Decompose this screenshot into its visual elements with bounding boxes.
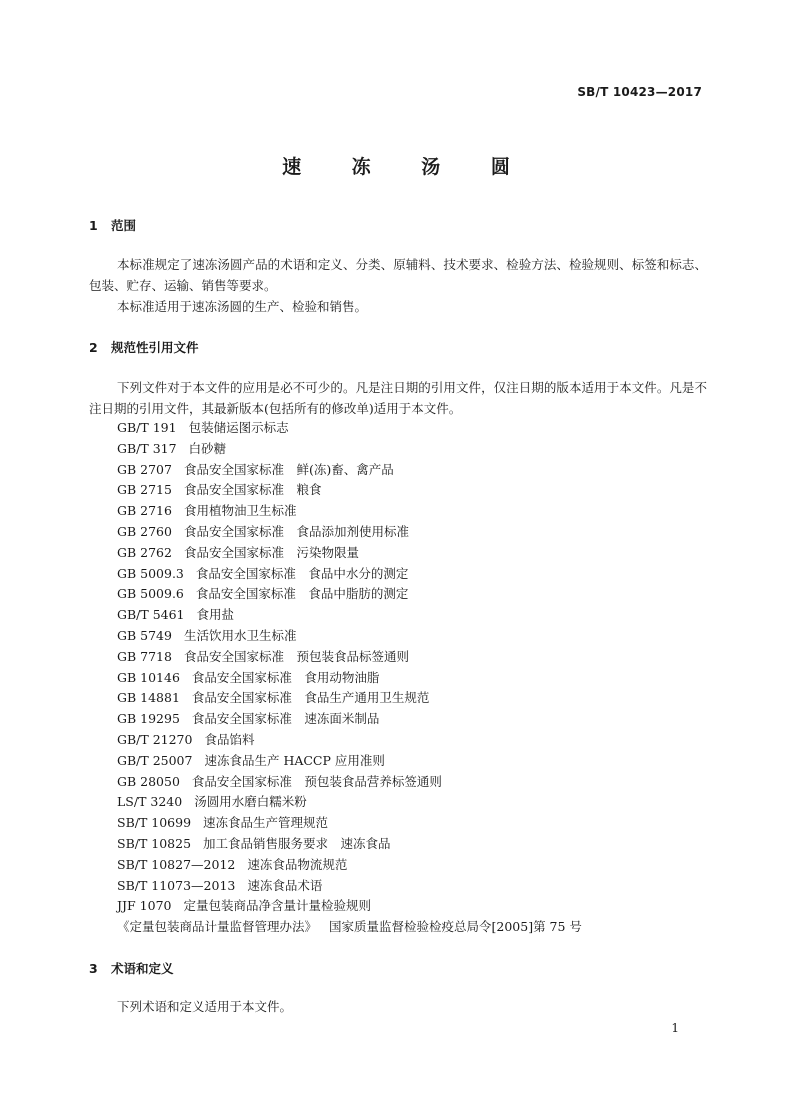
reference-title: 食品安全国家标准 粮食: [183, 482, 322, 498]
section-title: 术语和定义: [111, 961, 174, 976]
page-number: 1: [671, 1021, 679, 1035]
reference-item: [117, 668, 582, 689]
reference-code: GB 19295: [117, 711, 180, 727]
reference-item: [117, 896, 582, 917]
reference-code: SB/T 11073—2013: [117, 877, 236, 893]
section-2-heading: [89, 338, 199, 356]
reference-item: [117, 626, 582, 647]
section-title: 范围: [111, 218, 137, 233]
section-number: 2: [89, 340, 98, 355]
reference-item: [117, 917, 582, 938]
reference-code: GB/T 191: [117, 420, 177, 435]
reference-title: 速冻食品生产管理规范: [203, 815, 329, 831]
reference-code: GB 2716: [117, 503, 172, 519]
reference-item: [117, 834, 582, 855]
reference-code: GB/T 21270: [117, 731, 193, 747]
section-1-heading: [89, 216, 136, 234]
reference-code: GB 2715: [117, 482, 172, 498]
reference-item: [117, 460, 582, 481]
reference-title: 加工食品销售服务要求 速冻食品: [203, 835, 391, 851]
reference-title: 食品安全国家标准 食品中水分的测定: [195, 565, 409, 581]
reference-item: [117, 501, 582, 522]
reference-code: SB/T 10825: [117, 835, 192, 851]
reference-code: 《定量包装商品计量监督管理办法》: [117, 919, 318, 935]
reference-code: GB 14881: [117, 690, 180, 706]
reference-code: SB/T 10699: [117, 815, 192, 831]
section-1-paragraph-2: [89, 296, 707, 317]
reference-code: GB 7718: [117, 648, 172, 664]
section-3-heading: [89, 959, 174, 977]
reference-title: 速冻食品物流规范: [247, 856, 348, 872]
reference-item: [117, 876, 582, 897]
reference-title: 速冻食品术语: [247, 877, 323, 893]
reference-code: GB/T 5461: [117, 607, 185, 623]
reference-code: GB 2760: [117, 523, 172, 539]
section-title: 规范性引用文件: [111, 340, 199, 355]
paragraph-text: 下列术语和定义适用于本文件。: [117, 999, 293, 1014]
reference-item: [117, 418, 582, 439]
reference-title: 包装储运图示标志: [188, 420, 289, 435]
reference-title: 速冻食品生产 HACCP 应用准则: [204, 752, 385, 768]
reference-item: [117, 813, 582, 834]
reference-item: [117, 730, 582, 751]
reference-title: 食品安全国家标准 食品添加剂使用标准: [183, 523, 409, 539]
reference-title: 食品安全国家标准 食用动物油脂: [191, 669, 380, 685]
reference-item: [117, 584, 582, 605]
reference-code: GB 2762: [117, 544, 172, 560]
reference-code: GB 5009.3: [117, 565, 184, 581]
reference-title: 定量包装商品净含量计量检验规则: [183, 898, 371, 914]
reference-title: 食品安全国家标准 食品中脂肪的测定: [195, 586, 409, 602]
reference-title: 食用盐: [196, 607, 235, 623]
reference-item: [117, 792, 582, 813]
reference-code: GB 5009.6: [117, 586, 184, 602]
reference-title: 食用植物油卫生标准: [183, 503, 297, 519]
reference-item: [117, 522, 582, 543]
reference-item: [117, 605, 582, 626]
document-title: 速 冻 汤 圆: [282, 156, 532, 178]
reference-title: 食品安全国家标准 速冻面米制品: [191, 711, 380, 727]
reference-item: [117, 543, 582, 564]
reference-item: [117, 647, 582, 668]
reference-code: GB 5749: [117, 627, 172, 643]
reference-title: 国家质量监督检验检疫总局令[2005]第 75 号: [329, 919, 582, 935]
reference-item: [117, 564, 582, 585]
reference-title: 食品安全国家标准 食品生产通用卫生规范: [191, 690, 430, 706]
reference-title: 汤圆用水磨白糯米粉: [194, 794, 307, 810]
paragraph-text: 下列文件对于本文件的应用是必不可少的。凡是注日期的引用文件，仅注日期的版本适用于本文件。凡是不注日期的引用文件，其最新版本(包括所有的修改单)适用于本文件。: [89, 380, 707, 416]
reference-title: 食品安全国家标准 预包装食品标签通则: [183, 648, 409, 664]
section-3-paragraph-1: [89, 996, 707, 1017]
reference-code: JJF 1070: [117, 898, 172, 914]
reference-title: 食品安全国家标准 鲜(冻)畜、禽产品: [183, 461, 394, 477]
reference-title: 食品馅料: [204, 731, 255, 747]
reference-code: LS/T 3240: [117, 794, 183, 810]
section-2-intro: [89, 377, 707, 419]
standard-code: SB/T 10423—2017: [577, 85, 702, 99]
reference-title: 食品安全国家标准 污染物限量: [183, 544, 359, 560]
normative-reference-list: [117, 418, 582, 938]
section-number: 1: [89, 218, 98, 233]
reference-code: GB 2707: [117, 461, 172, 477]
reference-code: GB/T 25007: [117, 752, 193, 768]
reference-item: [117, 709, 582, 730]
reference-item: [117, 751, 582, 772]
paragraph-text: 本标准适用于速冻汤圆的生产、检验和销售。: [117, 299, 368, 314]
reference-title: 白砂糖: [188, 440, 227, 456]
reference-title: 生活饮用水卫生标准: [183, 627, 297, 643]
paragraph-text: 本标准规定了速冻汤圆产品的术语和定义、分类、原辅料、技术要求、检验方法、检验规则、标签和标志、包装、贮存、运输、销售等要求。: [89, 257, 707, 293]
reference-code: SB/T 10827—2012: [117, 856, 236, 872]
section-number: 3: [89, 961, 98, 976]
reference-title: 食品安全国家标准 预包装食品营养标签通则: [191, 773, 442, 789]
reference-code: GB/T 317: [117, 440, 177, 456]
reference-item: [117, 480, 582, 501]
reference-item: [117, 439, 582, 460]
section-1-paragraph-1: [89, 254, 707, 296]
reference-code: GB 10146: [117, 669, 180, 685]
reference-code: GB 28050: [117, 773, 180, 789]
reference-item: [117, 688, 582, 709]
reference-item: [117, 772, 582, 793]
reference-item: [117, 855, 582, 876]
